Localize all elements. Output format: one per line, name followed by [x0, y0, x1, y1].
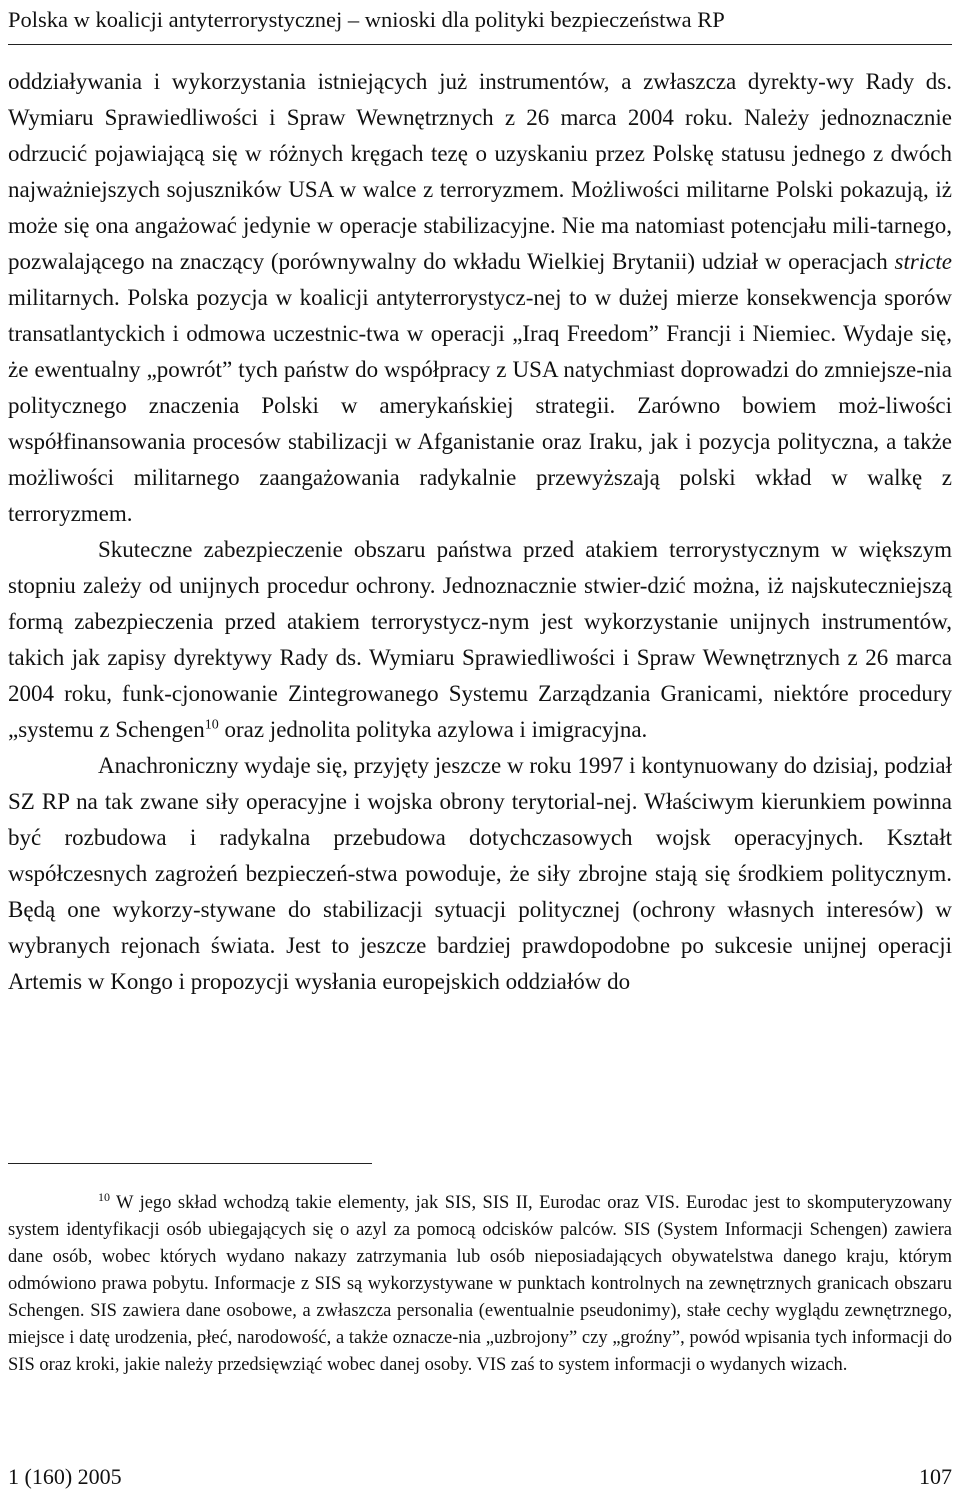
paragraph-2: [8, 532, 952, 748]
paragraph-1: [8, 64, 952, 532]
paragraph-2-text-a: Skuteczne zabezpieczenie obszaru państwa przed atakiem terrorystycznym w większym stopniu zależy od unijnych procedur ochrony. Jednoznacznie stwier-dzić można, iż najskuteczniejszą formą zabezpieczenia przed atakiem terrorystycz-nym jest wykorzystanie unijnych instrumentów, takich jak zapisy dyrektywy Rady ds. Wymiaru Sprawiedliwości i Spraw Wewnętrznych z 26 marca 2004 roku, funk-cjonowanie Zintegrowanego Systemu Zarządzania Granicami, niektóre procedury „systemu z Schengen: [8, 537, 952, 742]
paragraph-3: Anachroniczny wydaje się, przyjęty jeszcze w roku 1997 i kontynuowany do dzisiaj, podział SZ RP na tak zwane siły operacyjne i wojska obrony terytorial-nej. Właściwym kierunkiem powinna być rozbudowa i radykalna przebudowa dotychczasowych wojsk operacyjnych. Kształt współczesnych zagrożeń bezpieczeń-stwa powoduje, że siły zbrojne stają się środkiem politycznym. Będą one wykorzy-stywane do stabilizacji sytuacji politycznej (ochrony własnych interesów) w wybranych rejonach świata. Jest to jeszcze bardziej prawdopodobne po sukcesie unijnej operacji Artemis w Kongo i propozycji wysłania europejskich oddziałów do: [8, 753, 952, 994]
italic-term: stricte: [894, 249, 952, 274]
main-text: [8, 64, 952, 1000]
issue-number: 1 (160) 2005: [8, 1464, 122, 1489]
paragraph-1-text-a: oddziaływania i wykorzystania istniejących już instrumentów, a zwłaszcza dyrekty-wy Rady ds. Wymiaru Sprawiedliwości i Spraw Wewnętrznych z 26 marca 2004 roku. Należy jednoznacznie odrzucić pojawiającą się w różnych kręgach tezę o uzyskaniu przez Polskę statusu jednego z dwóch najważniejszych sojuszników USA w walce z terroryzmem. Możliwości militarne Polski pokazują, iż może się ona angażować jedynie w operacje stabilizacyjne. Nie ma natomiast potencjału mili-tarnego, pozwalającego na znaczący (porównywalny do wkładu Wielkiej Brytanii) udział w operacjach: [8, 69, 952, 274]
paragraph-2-text-b: oraz jednolita polityka azylowa i imigracyjna.: [218, 717, 648, 742]
footnote-number: 10: [98, 1189, 110, 1204]
running-header-title: Polska w koalicji antyterrorystycznej – wnioski dla polityki bezpieczeństwa RP: [8, 7, 725, 32]
page-number: 107: [919, 1464, 952, 1489]
footnote: [8, 1190, 952, 1379]
footnote-divider: [8, 1163, 372, 1164]
footnote-reference[interactable]: 10: [204, 717, 219, 733]
running-header: [8, 4, 952, 45]
footnote-text: W jego skład wchodzą takie elementy, jak SIS, SIS II, Eurodac oraz VIS. Eurodac jest to skomputeryzowany system identyfikacji osób ubiegających się o azyl za pomocą odcisków palców. SIS (System Informacji Schengen) zawiera dane osób, wobec których wydano nakazy zatrzymania lub osób nieposiadających obywatelstwa danego kraju, którym odmówiono prawa pobytu. Informacje z SIS są wykorzystywane w punktach kontrolnych na zewnętrznych granicach obszaru Schengen. SIS zawiera dane osobowe, a zwłaszcza personalia (ewentualnie pseudonimy), stałe cechy wyglądu zewnętrznego, miejsce i datę urodzenia, płeć, narodowość, a także oznacze-nia „uzbrojony” czy „groźny”, powód wpisania tych informacji do SIS oraz kroki, jakie należy przedsięwziąć wobec danej osoby. VIS zaś to system informacji o wydanych wizach.: [8, 1193, 952, 1375]
footnote-paragraph: [8, 1190, 952, 1379]
paragraph-1-text-b: militarnych. Polska pozycja w koalicji antyterrorystycz-nej to w dużej mierze konsekwencja sporów transatlantyckich i odmowa uczestnic-twa w operacji „Iraq Freedom” Francji i Niemiec. Wydaje się, że ewentualny „powrót” tych państw do współpracy z USA natychmiast doprowadzi do zmniejsze-nia politycznego znaczenia Polski w amerykańskiej strategii. Zarówno bowiem moż-liwości współfinansowania procesów stabilizacji w Afganistanie oraz Iraku, jak i pozycja polityczna, a także możliwości militarnego zaangażowania radykalnie przewyższają polski wkład w walkę z terroryzmem.: [8, 285, 952, 526]
page-footer: [8, 1462, 952, 1492]
